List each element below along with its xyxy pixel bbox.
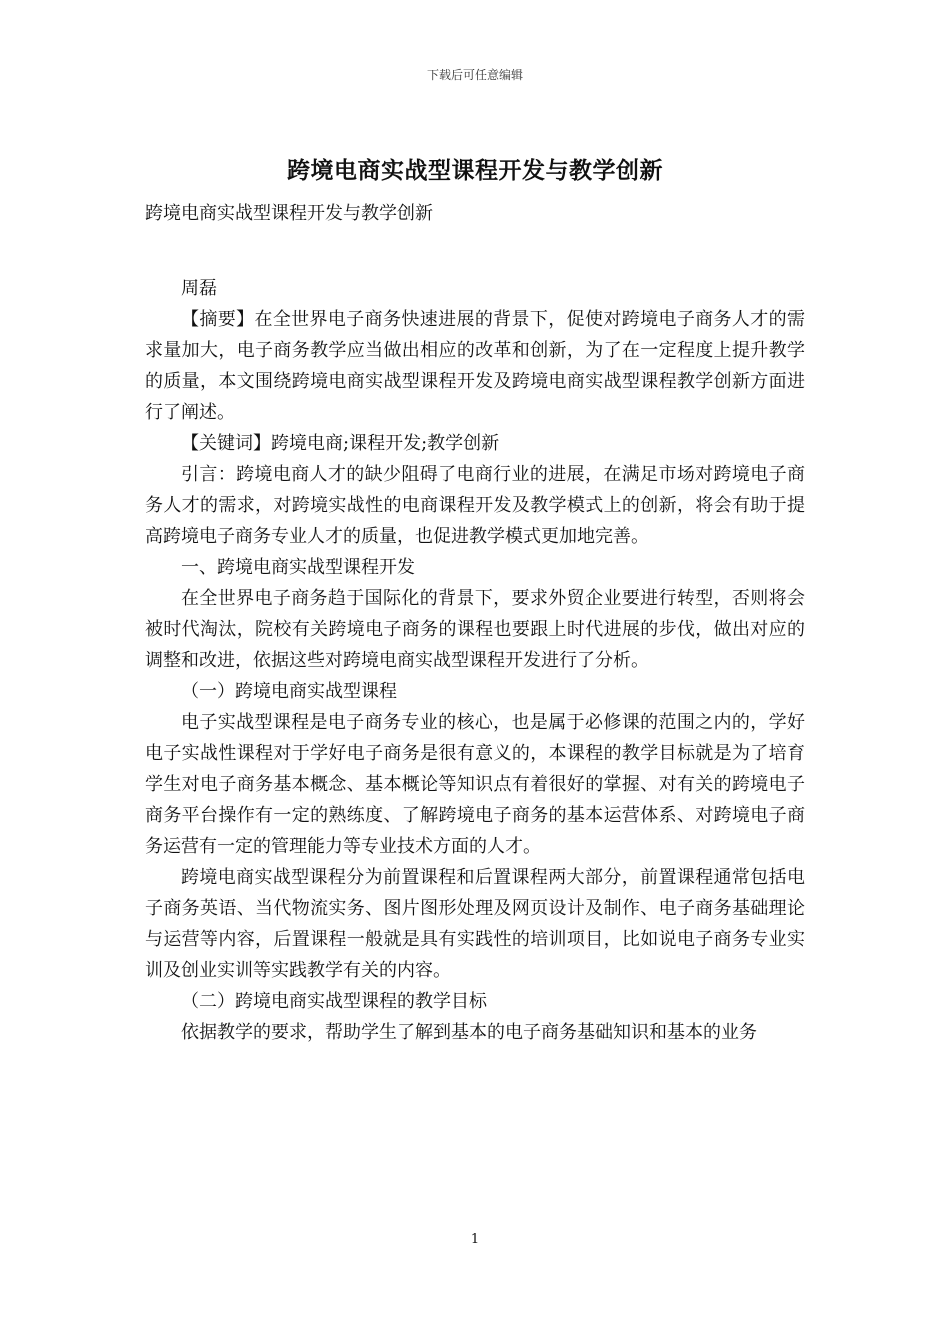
subsection-2-paragraph: 依据教学的要求，帮助学生了解到基本的电子商务基础知识和基本的业务 xyxy=(181,1022,757,1043)
subsection-2-heading: （二）跨境电商实战型课程的教学目标 xyxy=(181,991,487,1012)
subsection-1-heading: （一）跨境电商实战型课程 xyxy=(181,681,397,702)
intro-paragraph: 引言：跨境电商人才的缺少阻碍了电商行业的进展，在满足市场对跨境电子商务人才的需求，对跨境实战性的电商课程开发及教学模式上的创新，将会有助于提高跨境电子商务专业人才的质量，也促进教学模式更加地完善。 xyxy=(145,464,805,547)
spacer xyxy=(145,229,805,260)
document-body xyxy=(145,198,805,1048)
section-1-heading: 一、跨境电商实战型课程开发 xyxy=(181,557,415,578)
document-title: 跨境电商实战型课程开发与教学创新 xyxy=(287,157,663,184)
abstract-paragraph: 【摘要】在全世界电子商务快速进展的背景下，促使对跨境电子商务人才的需求量加大，电子商务教学应当做出相应的改革和创新，为了在一定程度上提升教学的质量，本文围绕跨境电商实战型课程开发及跨境电商实战型课程教学创新方面进行了阐述。 xyxy=(145,309,805,423)
spacer xyxy=(145,260,805,273)
section-1-paragraph: 在全世界电子商务趋于国际化的背景下，要求外贸企业要进行转型，否则将会被时代淘汰，院校有关跨境电子商务的课程也要跟上时代进展的步伐，做出对应的调整和改进，依据这些对跨境电商实战型课程开发进行了分析。 xyxy=(145,588,805,671)
header-note: 下载后可任意编辑 xyxy=(426,68,523,82)
page-number: 1 xyxy=(470,1232,480,1247)
subsection-1-paragraph-2: 跨境电商实战型课程分为前置课程和后置课程两大部分，前置课程通常包括电子商务英语、当代物流实务、图片图形处理及网页设计及制作、电子商务基础理论与运营等内容，后置课程一般就是具有实践性的培训项目，比如说电子商务专业实训及创业实训等实践教学有关的内容。 xyxy=(145,867,805,981)
subsection-1-paragraph-1: 电子实战型课程是电子商务专业的核心，也是属于必修课的范围之内的，学好电子实战性课程对于学好电子商务是很有意义的，本课程的教学目标就是为了培育学生对电子商务基本概念、基本概论等知识点有着很好的掌握、对有关的跨境电子商务平台操作有一定的熟练度、了解跨境电子商务的基本运营体系、对跨境电子商务运营有一定的管理能力等专业技术方面的人才。 xyxy=(145,712,805,857)
document-subtitle: 跨境电商实战型课程开发与教学创新 xyxy=(145,203,433,224)
keywords-paragraph: 【关键词】跨境电商;课程开发;教学创新 xyxy=(181,433,500,454)
author-name: 周磊 xyxy=(181,278,217,299)
